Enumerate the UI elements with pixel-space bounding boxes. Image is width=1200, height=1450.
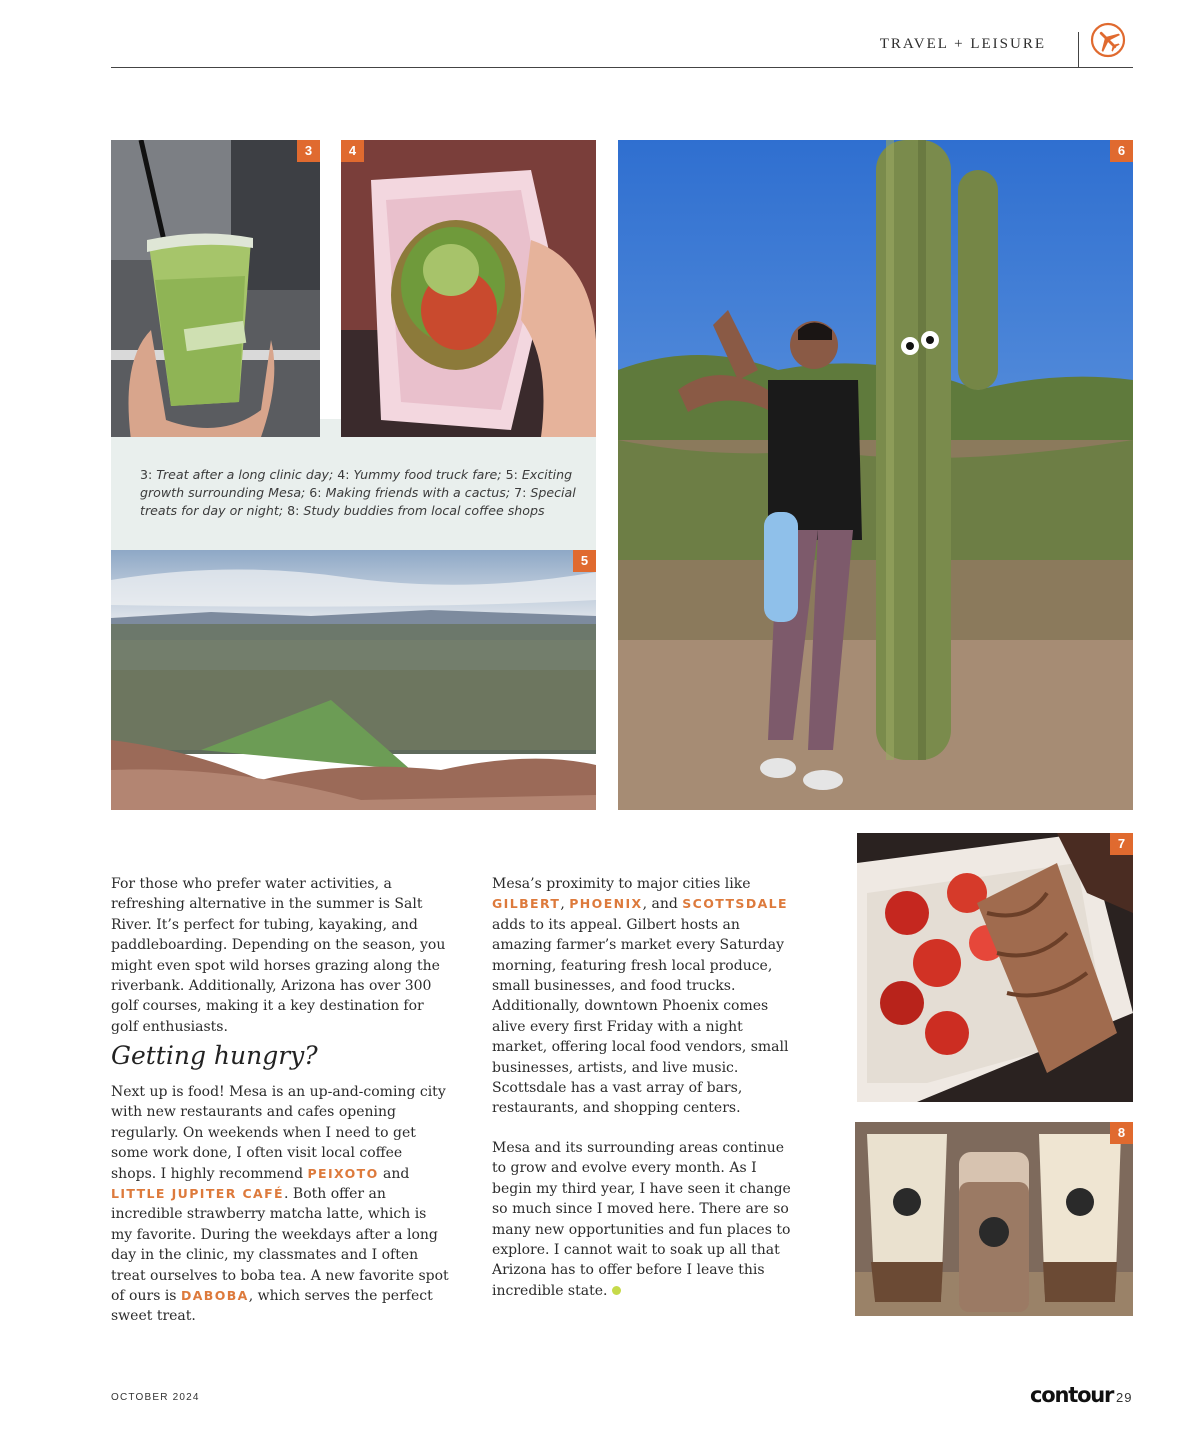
photo-boba-drinks (855, 1122, 1133, 1316)
page-number: 29 (1116, 1390, 1133, 1405)
section-subheading: Getting hungry? (111, 1041, 318, 1070)
article-paragraph: Mesa’s proximity to major cities like GILBERT, PHOENIX, and SCOTTSDALE adds to its appeal. Gilbert hosts an amazing farmer’s market every Saturday morning, featuring fresh local produce, small businesses, and food trucks. Additionally, downtown Phoenix comes alive every first Friday with a night market, offering local food vendors, small businesses, artists, and live music. Scottsdale has a vast array of bars, restaurants, and shopping centers. (492, 876, 789, 1117)
photo-caption: 3: Treat after a long clinic day; 4: Yummy food truck fare; 5: Exciting growth surrounding Mesa; 6: Making friends with a cactus; 7: Special treats for day or night; 8: Study buddies from local coffee shops (140, 467, 576, 518)
photo-number-badge: 6 (1110, 140, 1133, 162)
airplane-icon (1090, 22, 1126, 58)
photo-number-badge: 7 (1110, 833, 1133, 855)
highlight-link-gilbert: GILBERT (492, 896, 561, 912)
highlight-link-phoenix: PHOENIX (569, 896, 643, 912)
highlight-link-daboba: DABOBA (180, 1288, 249, 1304)
photo-strawberry-treat (857, 833, 1133, 1102)
photo-mesa-landscape (111, 550, 596, 810)
magazine-logo: contour (1030, 1383, 1114, 1407)
highlight-link-little-jupiter: LITTLE JUPITER CAFÉ (111, 1186, 284, 1202)
highlight-link-scottsdale: SCOTTSDALE (682, 896, 788, 912)
photo-food-truck (341, 140, 596, 437)
header-rule (111, 67, 1133, 68)
photo-number-badge: 4 (341, 140, 364, 162)
photo-number-badge: 3 (297, 140, 320, 162)
highlight-link-peixoto: PEIXOTO (307, 1165, 379, 1181)
photo-number-badge: 8 (1110, 1122, 1133, 1144)
header-divider (1078, 32, 1079, 67)
photo-matcha-drink (111, 140, 320, 437)
section-title: TRAVEL + LEISURE (879, 36, 1046, 52)
article-paragraph: Next up is food! Mesa is an up-and-coming city with new restaurants and cafes opening regularly. On weekends when I need to get some work done, I often visit local coffee shops. I highly recommend PEIXOTO and LITTLE JUPITER CAFÉ. Both offer an incredible strawberry matcha latte, which is my favorite. During the weekdays after a long day in the clinic, my classmates and I often treat ourselves to boba tea. A new favorite spot of ours is DABOBA, which serves the perfect sweet treat. (111, 1084, 449, 1325)
photo-number-badge: 5 (573, 550, 596, 572)
photo-cactus-friend (618, 140, 1133, 810)
article-paragraph: Mesa and its surrounding areas continue to grow and evolve every month. As I begin my third year, I have seen it change so much since I moved here. There are so many new opportunities and fun places to explore. I cannot wait to soak up all that Arizona has to offer before I leave this incredible state. (492, 1140, 791, 1299)
end-mark-icon (612, 1286, 621, 1295)
issue-date: OCTOBER 2024 (111, 1392, 200, 1403)
article-paragraph: For those who prefer water activities, a refreshing alternative in the summer is Salt River. It’s perfect for tubing, kayaking, and paddleboarding. Depending on the season, you might even spot wild horses grazing along the riverbank. Additionally, Arizona has over 300 golf courses, making it a key destination for golf enthusiasts. (111, 876, 446, 1035)
